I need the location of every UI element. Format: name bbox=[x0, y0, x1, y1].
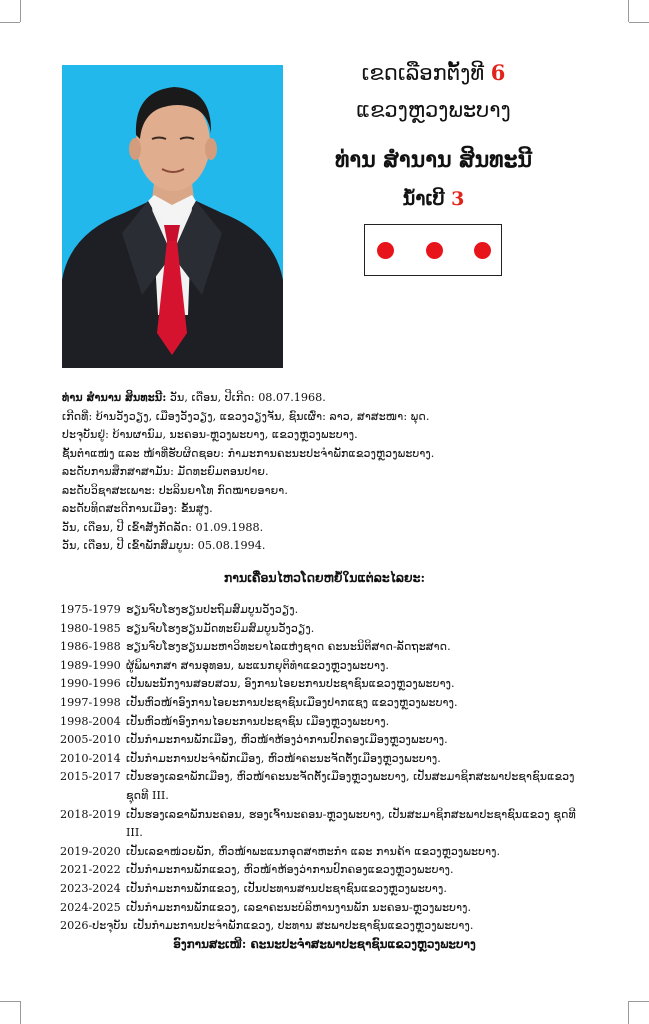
career-row bbox=[60, 861, 580, 880]
district-number: 6 bbox=[490, 60, 506, 85]
career-years: 2024-2025 bbox=[60, 900, 121, 914]
bio-line: ວັນ, ເດືອນ, ປີ ເຂົ້າສັງກັດລັດ: 01.09.1988. bbox=[62, 520, 264, 534]
career-row bbox=[60, 713, 580, 732]
bio-line: ປະຈຸບັນຢູ່: ບ້ານຜານົມ, ນະຄອນ-ຫຼວງພະບາງ, ແຂວງຫຼວງພະບາງ. bbox=[62, 428, 358, 441]
career-text: ເປັນຮອງເລຂາພັກເມືອງ, ຫົວໜ້າຄະນະຈັດຕັ້ງເມືອງຫຼວງພະບາງ, ເປັນສະມາຊິກສະພາປະຊາຊົນແຂວງ ຊຸດທີ III. bbox=[126, 770, 575, 802]
biography bbox=[62, 388, 582, 556]
career-text: ເປັນກຳມະການພັກແຂວງ, ເປັນປະທານສານປະຊາຊົນແຂວງຫຼວງພະບາງ. bbox=[126, 881, 447, 895]
crop-mark bbox=[20, 0, 21, 22]
crop-mark bbox=[20, 1001, 21, 1024]
district-heading bbox=[292, 60, 575, 85]
crop-mark bbox=[0, 22, 20, 23]
career-row bbox=[60, 620, 580, 639]
ballot-dot-2 bbox=[426, 242, 443, 259]
career-row bbox=[60, 768, 580, 805]
career-text: ເປັນເລຂາໜ່ວຍພັກ, ຫົວໜ້າພະແນກອຸດສາຫະກຳ ແລະ ການຄ້າ ແຂວງຫຼວງພະບາງ. bbox=[126, 844, 501, 858]
career-row bbox=[60, 675, 580, 694]
crop-mark bbox=[629, 1001, 649, 1002]
crop-mark bbox=[0, 1001, 20, 1002]
career-years: 2026-ປະຈຸບັນ bbox=[60, 919, 128, 933]
career-text: ເປັນຫົວໜ້າອົງການໄອຍະການປະຊາຊົນ ເມືອງຫຼວງພະບາງ. bbox=[126, 714, 390, 728]
career-years: 2023-2024 bbox=[60, 881, 121, 895]
career-text: ເປັນພະນັກງານສອບສວນ, ອົງການໄອຍະການປະຊາຊົນແຂວງຫຼວງພະບາງ. bbox=[126, 677, 455, 691]
career-years: 1998-2004 bbox=[60, 714, 121, 728]
career-row bbox=[60, 806, 580, 843]
nominating-organization: ອົງການສະເໜີ: ຄະນະປະຈຳສະພາປະຊາຊົນແຂວງຫຼວງພະບາງ bbox=[173, 937, 476, 951]
bio-dob: ວັນ, ເດືອນ, ປີເກີດ: 08.07.1968. bbox=[166, 391, 326, 404]
ballot-box bbox=[364, 224, 502, 276]
ballot-dot-1 bbox=[377, 242, 394, 259]
number-label: ນໍ້າເບີ bbox=[402, 188, 445, 210]
career-row bbox=[60, 917, 580, 936]
province-heading: ແຂວງຫຼວງພະບາງ bbox=[356, 98, 511, 122]
bio-name-label: ທ່ານ ສຳນານ ສິນທະນີ: bbox=[62, 390, 167, 404]
career-text: ເປັນກຳມະການປະຈຳພັກເມືອງ, ຫົວໜ້າຄະນະຈັດຕັ້ງເມືອງຫຼວງພະບາງ. bbox=[126, 751, 441, 765]
career-row bbox=[60, 638, 580, 657]
crop-mark bbox=[629, 22, 649, 23]
career-text: ເປັນຫົວໜ້າອົງການໄອຍະການປະຊາຊົນເມືອງປາກແຊງ ແຂວງຫຼວງພະບາງ. bbox=[126, 695, 458, 709]
career-years: 2015-2017 bbox=[60, 770, 121, 784]
career-years: 2010-2014 bbox=[60, 751, 121, 765]
portrait-illustration bbox=[62, 65, 283, 368]
career-years: 2019-2020 bbox=[60, 844, 121, 858]
career-row bbox=[60, 731, 580, 750]
career-title: ການເຄື່ອນໄຫວໂດຍຫຍໍ້ໃນແຕ່ລະໄລຍະ: bbox=[223, 570, 426, 585]
career-text: ເປັນຮອງເລຂາພັກນະຄອນ, ຮອງເຈົ້ານະຄອນ-ຫຼວງພະບາງ, ເປັນສະມາຊິກສະພາປະຊາຊົນແຂວງ ຊຸດທີ III. bbox=[126, 807, 576, 840]
crop-mark bbox=[628, 0, 629, 22]
bio-line: ລະດັບທິດສະດີການເມືອງ: ຂັ້ນສູງ. bbox=[62, 502, 213, 515]
career-row bbox=[60, 899, 580, 918]
career-years: 1986-1988 bbox=[60, 640, 121, 654]
career-text: ຮຽນຈົບໂຮງຮຽນມັດທະຍົມສົມບູນວັງວຽງ. bbox=[126, 621, 315, 635]
career-timeline bbox=[60, 601, 580, 936]
career-text: ຮຽນຈົບໂຮງຮຽນມະຫາວິທະຍາໄລແຫ່ງຊາດ ຄະນະນິຕິສາດ-ລັດຖະສາດ. bbox=[126, 640, 451, 654]
career-years: 2021-2022 bbox=[60, 863, 121, 877]
bio-line: ເກີດທີ່: ບ້ານວັງວຽງ, ເມືອງວັງວຽງ, ແຂວງວຽງຈັນ, ຊົນເຜົ່າ: ລາວ, ສາສະໜາ: ພຸດ. bbox=[62, 409, 430, 423]
career-years: 1997-1998 bbox=[60, 695, 121, 709]
bio-line bbox=[62, 388, 582, 408]
career-row bbox=[60, 750, 580, 769]
career-text: ຜູ້ພິພາກສາ ສານອຸທອນ, ພະແນກຍຸຕິທຳແຂວງຫຼວງພະບາງ. bbox=[126, 658, 389, 672]
crop-mark bbox=[628, 1001, 629, 1024]
career-years: 1980-1985 bbox=[60, 621, 121, 635]
candidate-number: 3 bbox=[451, 188, 465, 210]
candidate-portrait bbox=[62, 65, 283, 368]
bio-line: ວັນ, ເດືອນ, ປີ ເຂົ້າພັກສົມບູນ: 05.08.1994. bbox=[62, 539, 266, 552]
career-text: ເປັນກຳມະການພັກແຂວງ, ເລຂາຄະນະບໍລິຫານງານພັກ ນະຄອນ-ຫຼວງພະບາງ. bbox=[126, 900, 472, 914]
career-years: 2018-2019 bbox=[60, 807, 121, 821]
district-label: ເຂດເລືອກຕັ້ງທີ bbox=[361, 61, 485, 85]
career-row bbox=[60, 880, 580, 899]
career-row bbox=[60, 694, 580, 713]
candidate-number-heading bbox=[292, 188, 575, 210]
career-years: 1990-1996 bbox=[60, 677, 121, 691]
career-text: ເປັນກຳມະການປະຈຳພັກແຂວງ, ປະທານ ສະພາປະຊາຊົນແຂວງຫຼວງພະບາງ. bbox=[133, 919, 474, 933]
bio-line: ຊັ້ນຕໍາແໜ່ງ ແລະ ໜ້າທີ່ຮັບຜິດຊອບ: ກໍາມະການຄະນະປະຈໍາພັກແຂວງຫຼວງພະບາງ. bbox=[62, 446, 435, 460]
career-row bbox=[60, 657, 580, 676]
bio-line: ລະດັບການສຶກສາສາມັນ: ມັດທະຍົມຕອນປາຍ. bbox=[62, 465, 269, 478]
career-years: 1975-1979 bbox=[60, 603, 121, 616]
candidate-name: ທ່ານ ສຳນານ ສິນທະນີ bbox=[334, 147, 533, 173]
career-text: ເປັນກຳມະການພັກເມືອງ, ຫົວໜ້າຫ້ອງວ່າການປົກຄອງເມືອງຫຼວງພະບາງ. bbox=[126, 733, 448, 747]
career-text: ເປັນກຳມະການພັກແຂວງ, ຫົວໜ້າຫ້ອງວ່າການປົກຄອງແຂວງຫຼວງພະບາງ. bbox=[126, 863, 454, 877]
career-row bbox=[60, 843, 580, 862]
career-years: 1989-1990 bbox=[60, 658, 121, 672]
career-row bbox=[60, 601, 580, 620]
career-text: ຮຽນຈົບໂຮງຮຽນປະຖົມສົມບູນວັງວຽງ. bbox=[126, 603, 299, 616]
bio-line: ລະດັບວິຊາສະເພາະ: ປະລິນຍາໂທ ກົດໝາຍອາຍາ. bbox=[62, 483, 288, 497]
career-years: 2005-2010 bbox=[60, 733, 121, 747]
ballot-dot-3 bbox=[474, 242, 491, 259]
